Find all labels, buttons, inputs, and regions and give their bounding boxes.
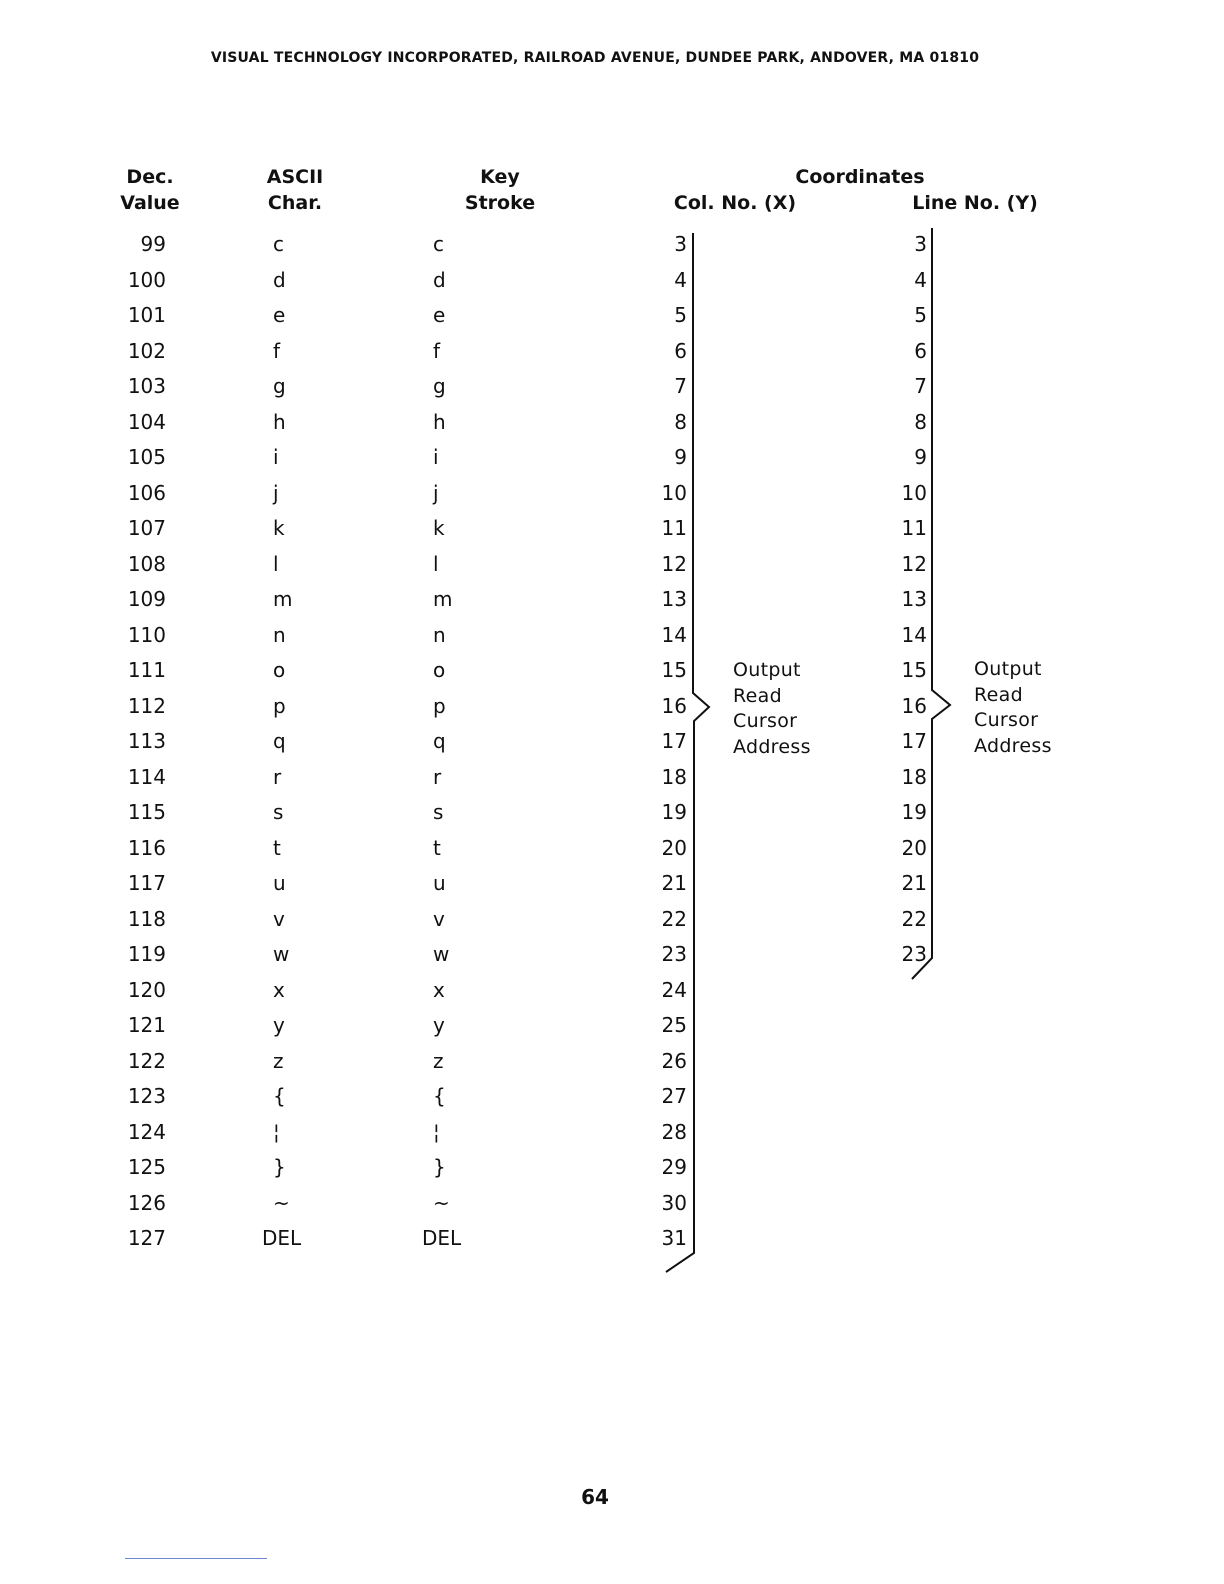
line-no-cell: 10 <box>901 481 927 505</box>
key-stroke-cell: l <box>433 552 439 576</box>
col-no-header: Col. No. (X) <box>673 192 797 214</box>
key-stroke-cell: e <box>433 303 446 327</box>
dec-value-cell: 104 <box>127 410 166 434</box>
dec-value-cell: 117 <box>127 871 166 895</box>
col-no-cell: 9 <box>674 445 687 469</box>
company-address-header: VISUAL TECHNOLOGY INCORPORATED, RAILROAD AVENUE, DUNDEE PARK, ANDOVER, MA 01810 <box>210 50 980 66</box>
dec-header-line1: Dec. <box>126 166 174 188</box>
ascii-char-cell: i <box>273 445 279 469</box>
dec-value-cell: 107 <box>127 516 166 540</box>
line-no-cell: 18 <box>901 765 927 789</box>
dec-value-header <box>110 164 190 216</box>
col-note-line: Read <box>733 684 782 707</box>
col-note-line: Output <box>733 659 801 681</box>
col-no-cell: 18 <box>661 765 687 789</box>
col-no-cell: 14 <box>661 623 687 647</box>
ascii-char-cell: y <box>273 1013 285 1037</box>
col-no-cell: 5 <box>674 303 687 327</box>
footer-rule <box>125 1558 267 1559</box>
col-no-cell: 31 <box>661 1226 687 1250</box>
ascii-char-cell: o <box>273 658 286 682</box>
key-stroke-cell: ~ <box>433 1191 450 1215</box>
col-no-cell: 13 <box>661 587 687 611</box>
ascii-char-cell: z <box>273 1049 284 1073</box>
col-no-cell: 19 <box>661 800 687 824</box>
ascii-char-cell: k <box>273 516 285 540</box>
page-number: 64 <box>581 1485 609 1509</box>
line-no-cell: 8 <box>914 410 927 434</box>
ascii-char-cell: x <box>273 978 285 1002</box>
ascii-char-cell: p <box>273 694 286 718</box>
line-no-cell: 9 <box>914 445 927 469</box>
key-stroke-cell: v <box>433 907 445 931</box>
col-note-line: Address <box>733 735 811 758</box>
col-no-cell: 21 <box>661 871 687 895</box>
line-no-cell: 6 <box>914 339 927 363</box>
ascii-char-cell: u <box>273 871 286 895</box>
dec-value-cell: 124 <box>127 1120 166 1144</box>
ascii-char-cell: t <box>273 836 281 860</box>
key-header-line1: Key <box>480 166 520 188</box>
ascii-char-cell: } <box>273 1155 286 1179</box>
ascii-char-cell: DEL <box>262 1226 302 1250</box>
key-stroke-cell: r <box>433 765 442 789</box>
ascii-char-cell: c <box>273 232 284 256</box>
coordinates-header: Coordinates <box>795 166 925 188</box>
col-no-cell: 15 <box>661 658 687 682</box>
ascii-char-cell: s <box>273 800 284 824</box>
line-no-cell: 13 <box>901 587 927 611</box>
line-note-line: Output <box>974 658 1042 680</box>
line-no-cell: 5 <box>914 303 927 327</box>
key-stroke-cell: { <box>433 1084 446 1108</box>
ascii-char-cell: w <box>273 942 290 966</box>
dec-value-cell: 108 <box>127 552 166 576</box>
key-header-line2: Stroke <box>464 192 536 214</box>
col-no-cell: 24 <box>661 978 687 1002</box>
dec-value-cell: 122 <box>127 1049 166 1073</box>
dec-value-cell: 119 <box>127 942 166 966</box>
line-note-line: Cursor <box>974 709 1039 731</box>
col-no-cell: 28 <box>661 1120 687 1144</box>
dec-value-cell: 127 <box>127 1226 166 1250</box>
key-stroke-cell: j <box>433 481 439 505</box>
key-stroke-cell: n <box>433 623 446 647</box>
key-stroke-cell: x <box>433 978 445 1002</box>
col-no-cell: 8 <box>674 410 687 434</box>
col-no-cell: 27 <box>661 1084 687 1108</box>
line-no-header: Line No. (Y) <box>912 192 1038 214</box>
dec-value-cell: 110 <box>127 623 166 647</box>
col-no-cell: 3 <box>674 232 687 256</box>
ascii-char-cell: r <box>273 765 282 789</box>
ascii-char-cell: j <box>273 481 279 505</box>
dec-value-cell: 116 <box>127 836 166 860</box>
key-stroke-cell: u <box>433 871 446 895</box>
dec-value-cell: 125 <box>127 1155 166 1179</box>
line-no-cell: 22 <box>901 907 927 931</box>
ascii-char-cell: q <box>273 729 286 753</box>
line-no-cell: 19 <box>901 800 927 824</box>
col-no-cell: 7 <box>674 374 687 398</box>
line-no-cell: 23 <box>901 942 927 966</box>
line-output-read-cursor-address-note <box>974 657 1052 759</box>
ascii-header-line2: Char. <box>267 192 323 214</box>
key-stroke-cell: } <box>433 1155 446 1179</box>
line-no-cell: 3 <box>914 232 927 256</box>
col-no-cell: 12 <box>661 552 687 576</box>
dec-value-cell: 118 <box>127 907 166 931</box>
key-stroke-cell: z <box>433 1049 444 1073</box>
col-note-line: Cursor <box>733 710 798 732</box>
key-stroke-cell: s <box>433 800 444 824</box>
dec-value-cell: 114 <box>127 765 166 789</box>
key-stroke-cell: k <box>433 516 445 540</box>
key-stroke-cell: c <box>433 232 444 256</box>
ascii-char-header <box>250 164 340 216</box>
col-no-cell: 10 <box>661 481 687 505</box>
key-stroke-cell: d <box>433 268 446 292</box>
key-stroke-cell: w <box>433 942 450 966</box>
col-no-cell: 11 <box>661 516 687 540</box>
line-no-cell: 21 <box>901 871 927 895</box>
dec-value-cell: 99 <box>140 232 166 256</box>
dec-value-cell: 102 <box>127 339 166 363</box>
key-stroke-cell: p <box>433 694 446 718</box>
col-no-cell: 22 <box>661 907 687 931</box>
ascii-char-cell: l <box>273 552 279 576</box>
col-no-cell: 20 <box>661 836 687 860</box>
line-note-line: Read <box>974 683 1023 706</box>
dec-header-line2: Value <box>120 192 180 214</box>
dec-value-cell: 105 <box>127 445 166 469</box>
col-no-cell: 23 <box>661 942 687 966</box>
ascii-char-cell: ¦ <box>273 1120 280 1144</box>
key-stroke-cell: f <box>433 339 441 363</box>
line-no-cell: 16 <box>901 694 927 718</box>
key-stroke-cell: h <box>433 410 446 434</box>
key-stroke-cell: t <box>433 836 441 860</box>
line-no-cell: 14 <box>901 623 927 647</box>
dec-value-cell: 106 <box>127 481 166 505</box>
ascii-char-cell: ~ <box>273 1191 290 1215</box>
col-no-cell: 29 <box>661 1155 687 1179</box>
dec-value-cell: 120 <box>127 978 166 1002</box>
key-stroke-cell: q <box>433 729 446 753</box>
key-stroke-cell: DEL <box>422 1226 462 1250</box>
dec-value-cell: 101 <box>127 303 166 327</box>
dec-value-cell: 109 <box>127 587 166 611</box>
ascii-char-cell: v <box>273 907 285 931</box>
line-no-cell: 15 <box>901 658 927 682</box>
dec-value-cell: 126 <box>127 1191 166 1215</box>
ascii-char-cell: e <box>273 303 286 327</box>
ascii-char-cell: f <box>273 339 281 363</box>
ascii-char-cell: n <box>273 623 286 647</box>
key-stroke-cell: g <box>433 374 446 398</box>
key-stroke-cell: ¦ <box>433 1120 440 1144</box>
col-no-cell: 26 <box>661 1049 687 1073</box>
key-stroke-cell: m <box>433 587 453 611</box>
dec-value-cell: 103 <box>127 374 166 398</box>
line-note-line: Address <box>974 734 1052 757</box>
key-stroke-cell: i <box>433 445 439 469</box>
key-stroke-header <box>455 164 545 216</box>
dec-value-cell: 123 <box>127 1084 166 1108</box>
line-no-cell: 12 <box>901 552 927 576</box>
col-output-read-cursor-address-note <box>733 658 811 760</box>
line-no-cell: 4 <box>914 268 927 292</box>
col-no-cell: 6 <box>674 339 687 363</box>
line-no-cell: 17 <box>901 729 927 753</box>
col-no-cell: 16 <box>661 694 687 718</box>
dec-value-cell: 115 <box>127 800 166 824</box>
ascii-char-cell: d <box>273 268 286 292</box>
line-no-cell: 7 <box>914 374 927 398</box>
dec-value-cell: 111 <box>127 658 166 682</box>
ascii-char-cell: { <box>273 1084 286 1108</box>
dec-value-cell: 113 <box>127 729 166 753</box>
col-no-cell: 17 <box>661 729 687 753</box>
dec-value-cell: 100 <box>127 268 166 292</box>
line-no-cell: 20 <box>901 836 927 860</box>
ascii-header-line1: ASCII <box>266 166 324 188</box>
ascii-char-cell: m <box>273 587 293 611</box>
col-no-cell: 25 <box>661 1013 687 1037</box>
col-no-cell: 30 <box>661 1191 687 1215</box>
key-stroke-cell: y <box>433 1013 445 1037</box>
line-no-cell: 11 <box>901 516 927 540</box>
ascii-char-cell: h <box>273 410 286 434</box>
dec-value-cell: 112 <box>127 694 166 718</box>
ascii-char-cell: g <box>273 374 286 398</box>
dec-value-cell: 121 <box>127 1013 166 1037</box>
key-stroke-cell: o <box>433 658 446 682</box>
col-no-cell: 4 <box>674 268 687 292</box>
